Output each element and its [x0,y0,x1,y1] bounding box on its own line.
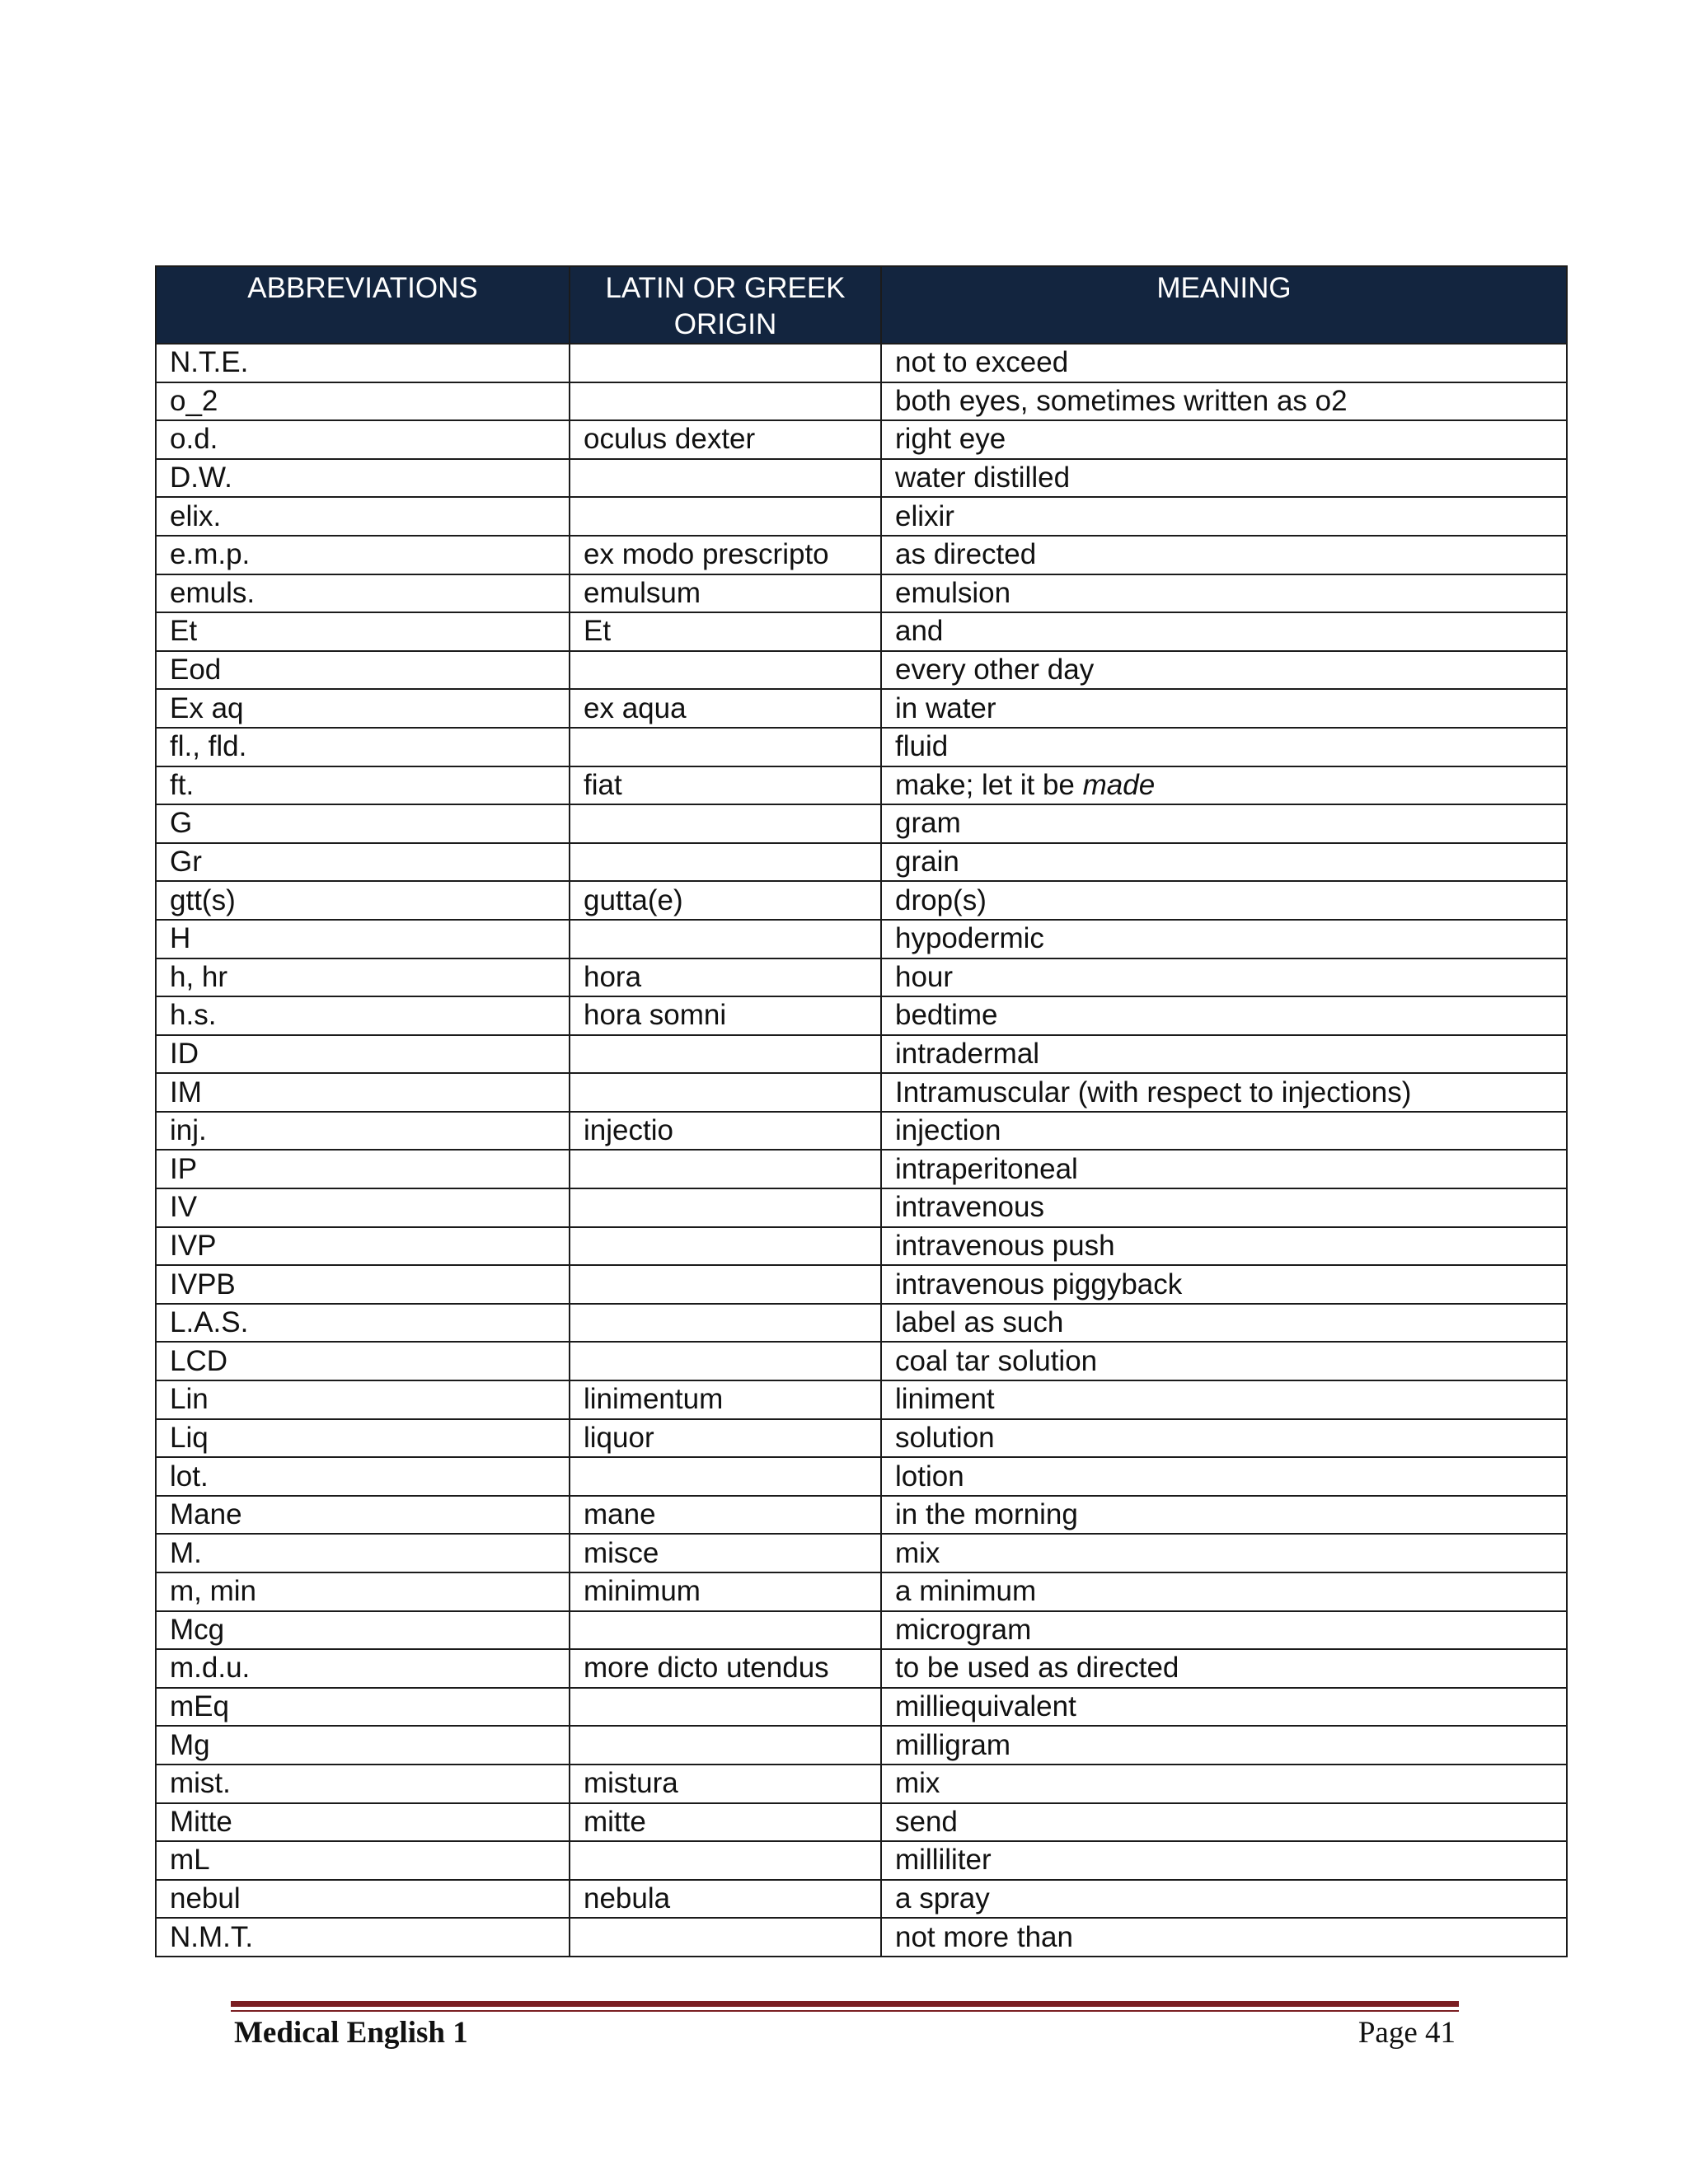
table-row [156,497,1567,536]
cell-meaning: not to exceed [881,344,1567,382]
cell-origin [570,1227,881,1266]
meaning-emphasis: made [1082,768,1156,801]
table-row [156,1419,1567,1458]
footer-title: Medical English 1 [234,2016,468,2050]
cell-abbreviation: mL [156,1841,570,1880]
cell-meaning: bedtime [881,996,1567,1035]
cell-abbreviation: m.d.u. [156,1649,570,1688]
cell-abbreviation: Mg [156,1726,570,1765]
cell-meaning: a spray [881,1880,1567,1919]
cell-abbreviation: D.W. [156,459,570,498]
table-row [156,804,1567,843]
cell-abbreviation: e.m.p. [156,536,570,574]
cell-origin: fiat [570,766,881,805]
cell-abbreviation: IVPB [156,1265,570,1304]
cell-abbreviation: G [156,804,570,843]
cell-origin [570,1688,881,1727]
cell-abbreviation: IVP [156,1227,570,1266]
cell-meaning: send [881,1803,1567,1842]
header-origin: LATIN OR GREEK ORIGIN [570,266,881,344]
table-row [156,1880,1567,1919]
table-row [156,1304,1567,1343]
table-row [156,1726,1567,1765]
table-row [156,996,1567,1035]
table-row [156,920,1567,958]
cell-abbreviation: fl., fld. [156,728,570,766]
cell-origin: Et [570,612,881,651]
cell-abbreviation: m, min [156,1572,570,1611]
cell-meaning: emulsion [881,574,1567,613]
cell-meaning: and [881,612,1567,651]
cell-abbreviation: IM [156,1073,570,1112]
cell-abbreviation: ft. [156,766,570,805]
cell-meaning: liniment [881,1380,1567,1419]
cell-origin: ex aqua [570,689,881,728]
cell-meaning: fluid [881,728,1567,766]
cell-meaning: coal tar solution [881,1342,1567,1380]
cell-meaning: both eyes, sometimes written as o2 [881,382,1567,421]
table-row [156,766,1567,805]
cell-abbreviation: M. [156,1534,570,1572]
table-row [156,728,1567,766]
cell-abbreviation: Mcg [156,1611,570,1650]
cell-meaning: Intramuscular (with respect to injections) [881,1073,1567,1112]
cell-meaning: solution [881,1419,1567,1458]
table-row [156,1035,1567,1074]
table-row [156,1611,1567,1650]
cell-origin [570,1841,881,1880]
table-row [156,1496,1567,1535]
cell-origin [570,1304,881,1343]
cell-origin: injectio [570,1112,881,1151]
cell-abbreviation: h, hr [156,958,570,997]
cell-origin: hora somni [570,996,881,1035]
cell-abbreviation: mist. [156,1765,570,1803]
cell-abbreviation: Ex aq [156,689,570,728]
cell-abbreviation: N.T.E. [156,344,570,382]
cell-origin [570,1726,881,1765]
cell-origin [570,459,881,498]
abbreviations-table [155,265,1568,1957]
cell-abbreviation: mEq [156,1688,570,1727]
cell-meaning: elixir [881,497,1567,536]
table-header-row [156,266,1567,344]
cell-origin [570,651,881,690]
cell-meaning: intravenous piggyback [881,1265,1567,1304]
cell-origin: mistura [570,1765,881,1803]
cell-origin [570,1188,881,1227]
cell-origin: mitte [570,1803,881,1842]
header-meaning: MEANING [881,266,1567,344]
cell-meaning: gram [881,804,1567,843]
table-row [156,1150,1567,1188]
table-row [156,536,1567,574]
table-row [156,1188,1567,1227]
cell-origin: misce [570,1534,881,1572]
header-abbreviations: ABBREVIATIONS [156,266,570,344]
cell-abbreviation: Eod [156,651,570,690]
cell-meaning: as directed [881,536,1567,574]
cell-abbreviation: ID [156,1035,570,1074]
cell-abbreviation: H [156,920,570,958]
footer-rule [231,2001,1459,2007]
cell-meaning: hypodermic [881,920,1567,958]
cell-abbreviation: Mitte [156,1803,570,1842]
cell-meaning [881,766,1567,805]
table-row [156,1112,1567,1151]
cell-abbreviation: elix. [156,497,570,536]
cell-abbreviation: emuls. [156,574,570,613]
cell-meaning: to be used as directed [881,1649,1567,1688]
table-row [156,1534,1567,1572]
cell-abbreviation: inj. [156,1112,570,1151]
footer-rule-thin [231,2010,1459,2012]
cell-origin: ex modo prescripto [570,536,881,574]
cell-abbreviation: nebul [156,1880,570,1919]
cell-origin [570,1342,881,1380]
cell-meaning: drop(s) [881,881,1567,920]
cell-meaning: not more than [881,1918,1567,1957]
table-row [156,1765,1567,1803]
cell-abbreviation: o_2 [156,382,570,421]
cell-meaning: mix [881,1534,1567,1572]
table-row [156,689,1567,728]
cell-origin [570,843,881,882]
cell-meaning: right eye [881,420,1567,459]
table-row [156,1457,1567,1496]
cell-meaning: label as such [881,1304,1567,1343]
cell-origin [570,804,881,843]
cell-abbreviation: L.A.S. [156,1304,570,1343]
cell-origin: linimentum [570,1380,881,1419]
cell-abbreviation: lot. [156,1457,570,1496]
table-row [156,1803,1567,1842]
cell-abbreviation: Mane [156,1496,570,1535]
cell-meaning: intravenous [881,1188,1567,1227]
cell-origin [570,728,881,766]
table-row [156,1073,1567,1112]
cell-origin [570,1265,881,1304]
cell-abbreviation: IV [156,1188,570,1227]
cell-meaning: intraperitoneal [881,1150,1567,1188]
cell-origin: nebula [570,1880,881,1919]
cell-origin: oculus dexter [570,420,881,459]
table-row [156,958,1567,997]
table-row [156,612,1567,651]
cell-origin [570,1457,881,1496]
table-row [156,574,1567,613]
cell-meaning: microgram [881,1611,1567,1650]
table-row [156,1918,1567,1957]
cell-meaning: milliequivalent [881,1688,1567,1727]
cell-abbreviation: LCD [156,1342,570,1380]
cell-meaning: milligram [881,1726,1567,1765]
cell-origin: gutta(e) [570,881,881,920]
cell-meaning: hour [881,958,1567,997]
cell-meaning: a minimum [881,1572,1567,1611]
cell-abbreviation: Lin [156,1380,570,1419]
cell-origin: emulsum [570,574,881,613]
cell-origin: hora [570,958,881,997]
table-row [156,881,1567,920]
cell-meaning: injection [881,1112,1567,1151]
cell-meaning: mix [881,1765,1567,1803]
cell-origin: minimum [570,1572,881,1611]
cell-abbreviation: h.s. [156,996,570,1035]
cell-meaning: lotion [881,1457,1567,1496]
table-row [156,651,1567,690]
table-row [156,1265,1567,1304]
table-row [156,843,1567,882]
cell-meaning: intradermal [881,1035,1567,1074]
table-row [156,459,1567,498]
cell-origin [570,382,881,421]
cell-abbreviation: Liq [156,1419,570,1458]
cell-abbreviation: o.d. [156,420,570,459]
cell-abbreviation: IP [156,1150,570,1188]
cell-meaning: intravenous push [881,1227,1567,1266]
table-row [156,1649,1567,1688]
table-row [156,344,1567,382]
cell-meaning: in water [881,689,1567,728]
cell-origin [570,1918,881,1957]
table-row [156,1841,1567,1880]
cell-abbreviation: N.M.T. [156,1918,570,1957]
cell-origin [570,1073,881,1112]
cell-origin: more dicto utendus [570,1649,881,1688]
table-row [156,382,1567,421]
cell-meaning: in the morning [881,1496,1567,1535]
table-row [156,1342,1567,1380]
cell-abbreviation: Gr [156,843,570,882]
cell-meaning: grain [881,843,1567,882]
table-body [156,344,1567,1957]
table-row [156,1380,1567,1419]
table-row [156,420,1567,459]
cell-meaning: every other day [881,651,1567,690]
meaning-text: make; let it be [895,768,1083,801]
cell-origin [570,1150,881,1188]
table-row [156,1572,1567,1611]
cell-origin [570,344,881,382]
cell-origin: mane [570,1496,881,1535]
table-row [156,1688,1567,1727]
cell-meaning: milliliter [881,1841,1567,1880]
cell-origin [570,1035,881,1074]
cell-origin [570,497,881,536]
cell-origin: liquor [570,1419,881,1458]
cell-origin [570,920,881,958]
cell-meaning: water distilled [881,459,1567,498]
cell-origin [570,1611,881,1650]
table-row [156,1227,1567,1266]
page-number: Page 41 [1357,2016,1456,2050]
cell-abbreviation: gtt(s) [156,881,570,920]
cell-abbreviation: Et [156,612,570,651]
